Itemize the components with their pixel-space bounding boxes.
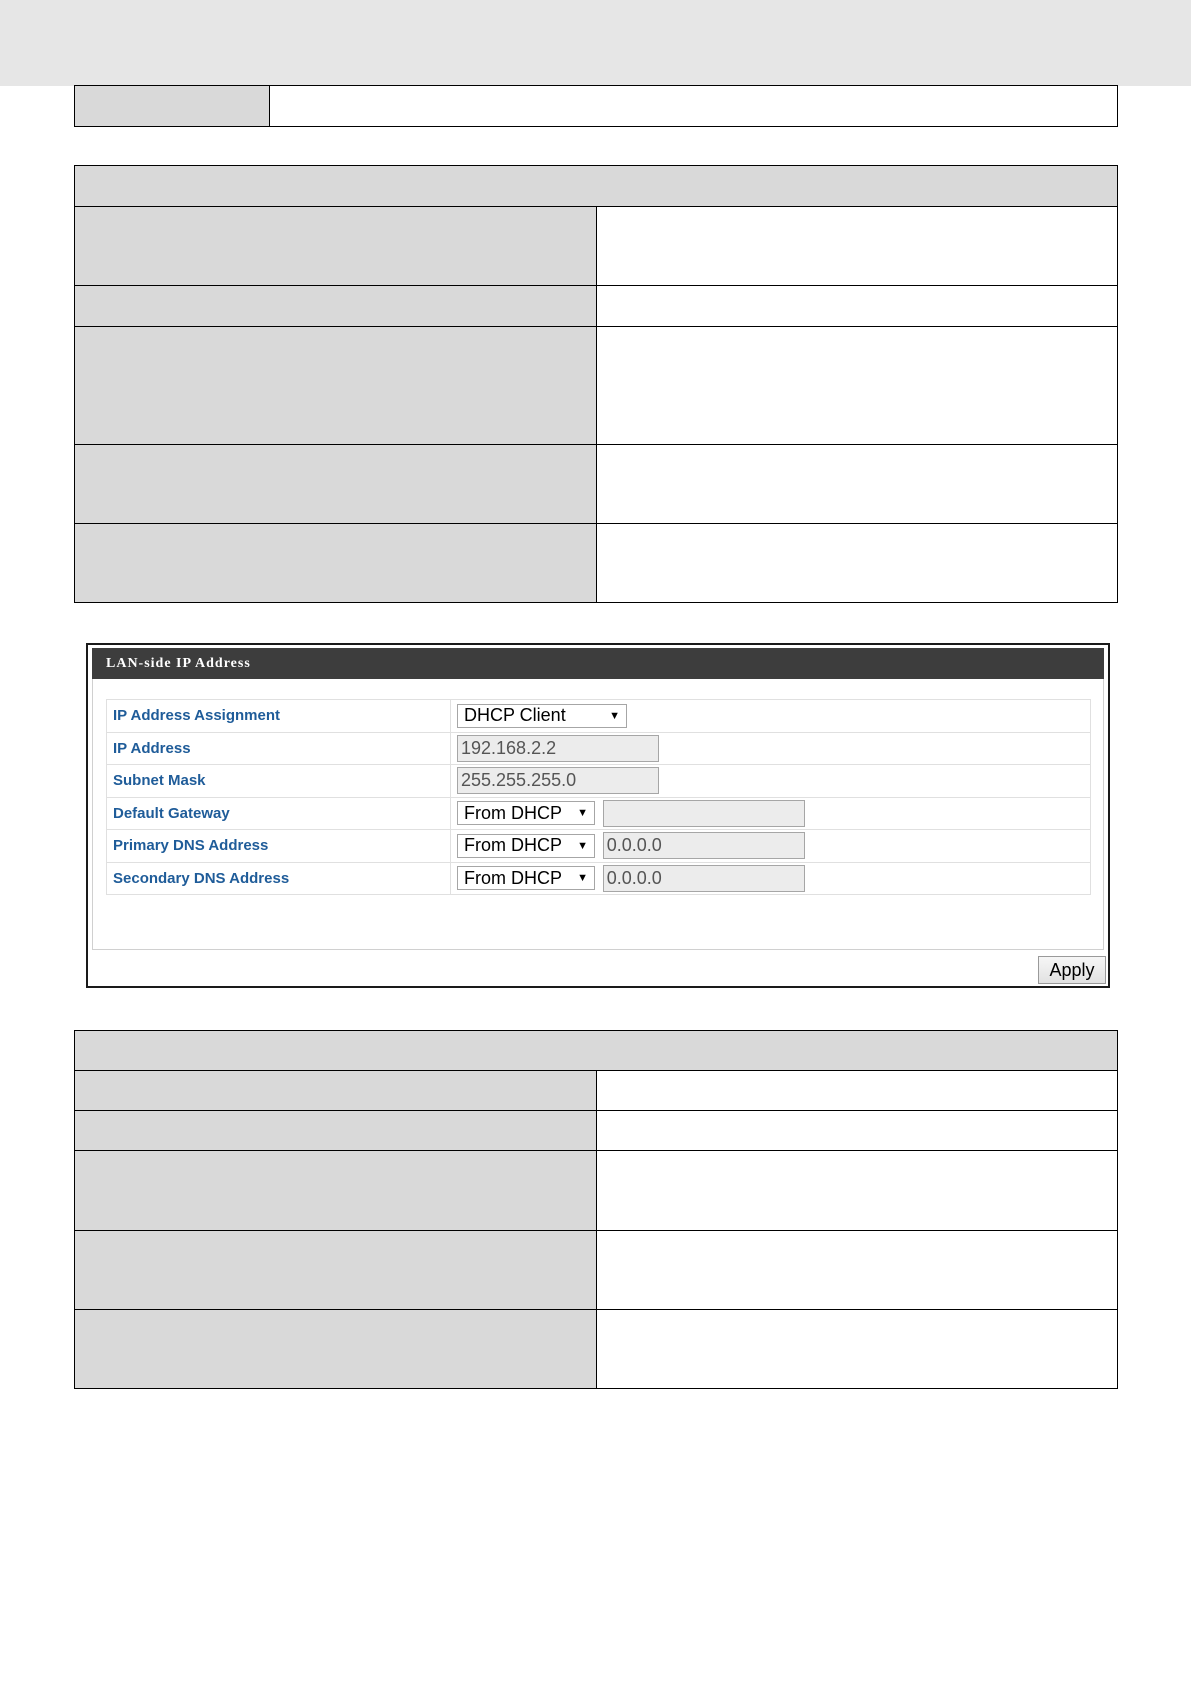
table-row <box>75 524 1118 603</box>
default-gateway-cell <box>451 797 1091 830</box>
table-desc-cell <box>596 1111 1118 1151</box>
doc-table-top <box>74 85 1118 127</box>
secondary-dns-cell <box>451 862 1091 895</box>
table-label-cell <box>75 207 597 286</box>
triangle-down-icon: ▼ <box>577 839 588 852</box>
ip-address-label: IP Address <box>107 732 451 765</box>
table-row <box>75 1310 1118 1389</box>
table-desc-cell <box>596 1151 1118 1231</box>
form-container <box>92 679 1104 950</box>
panel-title: LAN-side IP Address <box>92 648 1104 679</box>
triangle-down-icon: ▼ <box>577 807 588 820</box>
table-desc-cell <box>596 207 1118 286</box>
form-row-primary-dns <box>107 830 1091 863</box>
ip-assignment-label: IP Address Assignment <box>107 700 451 733</box>
subnet-mask-label: Subnet Mask <box>107 765 451 798</box>
secondary-dns-select[interactable] <box>457 866 595 890</box>
table-row <box>75 286 1118 327</box>
triangle-down-icon: ▼ <box>577 872 588 885</box>
table-desc-cell <box>596 524 1118 603</box>
table-row <box>75 207 1118 286</box>
lan-ip-settings-panel <box>86 643 1110 988</box>
table-desc-cell <box>596 1231 1118 1310</box>
ip-assignment-select-value: DHCP Client <box>464 705 566 726</box>
table-desc-cell <box>596 327 1118 445</box>
ip-assignment-cell <box>451 700 1091 733</box>
table-desc-cell <box>596 445 1118 524</box>
primary-dns-label: Primary DNS Address <box>107 830 451 863</box>
table-label-cell <box>75 445 597 524</box>
ip-assignment-select[interactable] <box>457 704 627 728</box>
subnet-mask-input[interactable]: 255.255.255.0 <box>457 767 659 794</box>
form-row-ip-address <box>107 732 1091 765</box>
table-desc-cell <box>596 1071 1118 1111</box>
default-gateway-label: Default Gateway <box>107 797 451 830</box>
primary-dns-select[interactable] <box>457 834 595 858</box>
default-gateway-select[interactable] <box>457 801 595 825</box>
page-header-band <box>0 0 1191 86</box>
subnet-mask-cell <box>451 765 1091 798</box>
secondary-dns-select-value: From DHCP <box>464 867 562 888</box>
table-header-row <box>75 1031 1118 1071</box>
doc-table-bottom <box>74 1030 1118 1389</box>
table-label-cell <box>75 1231 597 1310</box>
form-row-secondary-dns <box>107 862 1091 895</box>
default-gateway-select-value: From DHCP <box>464 802 562 823</box>
table-label-cell <box>75 1310 597 1389</box>
table-label-cell <box>75 327 597 445</box>
default-gateway-input[interactable] <box>603 800 805 827</box>
table-row <box>75 86 1118 127</box>
table-label-cell <box>75 524 597 603</box>
primary-dns-select-value: From DHCP <box>464 835 562 856</box>
settings-form <box>106 699 1091 895</box>
ip-address-cell <box>451 732 1091 765</box>
table-row <box>75 327 1118 445</box>
table-desc-cell <box>270 86 1118 127</box>
table-header-row <box>75 166 1118 207</box>
form-row-ip-assignment <box>107 700 1091 733</box>
apply-button[interactable]: Apply <box>1038 956 1106 984</box>
table-row <box>75 1231 1118 1310</box>
table-row <box>75 1071 1118 1111</box>
table-label-cell <box>75 1111 597 1151</box>
form-row-default-gateway <box>107 797 1091 830</box>
table-header-cell <box>75 1031 1118 1071</box>
table-row <box>75 1151 1118 1231</box>
primary-dns-input[interactable]: 0.0.0.0 <box>603 832 805 859</box>
table-desc-cell <box>596 286 1118 327</box>
table-label-cell <box>75 286 597 327</box>
table-label-cell <box>75 1151 597 1231</box>
table-row <box>75 1111 1118 1151</box>
table-label-cell <box>75 1071 597 1111</box>
triangle-down-icon: ▼ <box>609 709 620 722</box>
ip-address-input[interactable]: 192.168.2.2 <box>457 735 659 762</box>
secondary-dns-input[interactable]: 0.0.0.0 <box>603 865 805 892</box>
table-desc-cell <box>596 1310 1118 1389</box>
form-row-subnet-mask <box>107 765 1091 798</box>
table-label-cell <box>75 86 270 127</box>
primary-dns-cell <box>451 830 1091 863</box>
secondary-dns-label: Secondary DNS Address <box>107 862 451 895</box>
doc-table-middle <box>74 165 1118 603</box>
table-row <box>75 445 1118 524</box>
table-header-cell <box>75 166 1118 207</box>
